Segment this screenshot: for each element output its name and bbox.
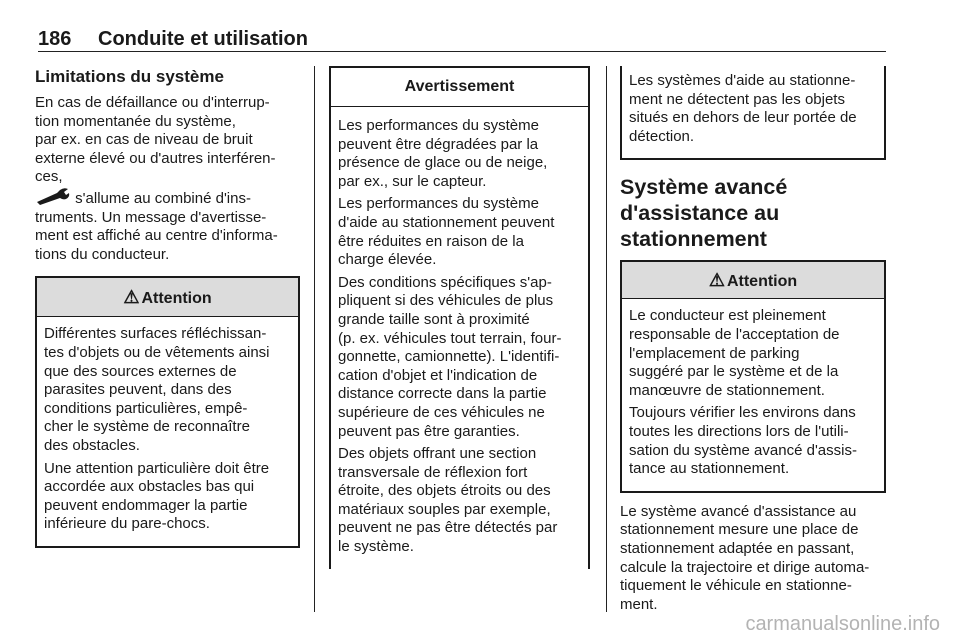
warning-paragraph-3: Des conditions spécifiques s'ap- pliquent si des véhicules de plus grande taille sont à proximité (p. ex. véhicules tout terrain, four- gonnette, camionnette). L'identifi- cation d'objet et l'indication de distance correcte dans la partie supérieure de ces véhicules ne peuvent pas être garanties. — [338, 273, 562, 440]
column-1 — [35, 66, 300, 548]
subheading-limitations: Limitations du système — [35, 67, 224, 86]
column-2 — [329, 66, 590, 569]
section-heading: Système avancé d'assistance au stationnement — [620, 175, 788, 252]
warning-box-body — [331, 107, 588, 569]
warning-triangle-icon: ⚠ — [708, 270, 725, 291]
warning-paragraph-1: Les performances du système peuvent être dégradées par la présence de glace ou de neige, par ex., sur le capteur. — [338, 117, 548, 190]
limitations-paragraph — [35, 94, 300, 264]
attention-2-paragraph-1: Le conducteur est pleinement responsable de l'acceptation de l'emplacement de parking suggéré par le système et de la manœuvre de stationnement. — [629, 307, 840, 399]
limitations-text-start: En cas de défaillance ou d'interrup- tion momentanée du système, par ex. en cas de niveau de bruit externe élevé ou d'autres interféren- ces, — [35, 94, 276, 186]
attention-2-paragraph-2: Toujours vérifier les environs dans toutes les directions lors de l'utili- sation du système avancé d'assis- tance au stationnement. — [629, 404, 857, 478]
warning-triangle-icon: ⚠ — [123, 287, 140, 308]
page-header — [38, 28, 308, 51]
column-divider-2 — [606, 66, 607, 612]
column-3 — [620, 66, 886, 618]
continued-warning-text: Les systèmes d'aide au stationne- ment ne détectent pas les objets situés en dehors de leur portée de détection. — [629, 72, 857, 145]
attention-box-2-header — [622, 262, 884, 299]
header-rule — [38, 51, 886, 52]
attention-box-2 — [620, 260, 886, 492]
attention-title: Attention — [141, 290, 212, 308]
attention-box-2-body — [622, 299, 884, 490]
page-number: 186 — [38, 28, 72, 50]
warning-paragraph-2: Les performances du système d'aide au stationnement peuvent être réduites en raison de la charge élevée. — [338, 195, 555, 269]
attention-paragraph-1: Différentes surfaces réfléchissan- tes d'objets ou de vêtements ainsi que des sources externes de parasites peuvent, dans des conditions particulières, empê- cher le système de reconnaître des obstacles. — [44, 325, 270, 454]
warning-title: Avertissement — [331, 68, 588, 107]
page-title: Conduite et utilisation — [98, 28, 308, 50]
limitations-text-end: s'allume au combiné d'ins- truments. Un message d'avertisse- ment est affiché au centre d'informa- tions du conducteur. — [35, 189, 278, 263]
continued-warning-box — [620, 66, 886, 160]
column-divider-1 — [314, 66, 315, 612]
attention-box-body — [37, 317, 298, 546]
attention-paragraph-2: Une attention particulière doit être accordée aux obstacles bas qui peuvent endommager la partie inférieure du pare-chocs. — [44, 459, 270, 533]
attention-box-1 — [35, 276, 300, 548]
warning-paragraph-4: Des objets offrant une section transversale de réflexion fort étroite, des objets étroits ou des matériaux souples par exemple, peuvent ne pas être détectés par le système. — [338, 445, 558, 556]
attention-box-header — [37, 278, 298, 317]
wrench-icon — [35, 187, 71, 205]
advanced-parking-paragraph: Le système avancé d'assistance au stationnement mesure une place de stationnement adaptée en passant, calcule la trajectoire et dirige automa- tiquement le véhicule en stationne- ment. — [620, 502, 870, 613]
warning-box — [329, 66, 590, 569]
attention-2-title: Attention — [726, 273, 798, 291]
footer-watermark: carmanualsonline.info — [745, 613, 940, 635]
continued-warning-body — [622, 66, 884, 158]
